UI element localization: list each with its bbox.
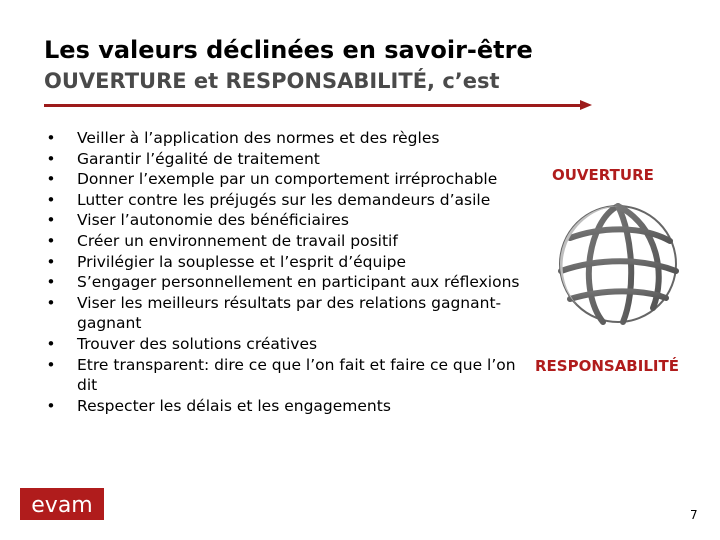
list-item-text: Viser l’autonomie des bénéficiaires — [77, 211, 349, 230]
list-item — [44, 190, 534, 211]
list-item-text: Etre transparent: dire ce que l’on fait et faire ce que l’on dit — [77, 355, 516, 395]
list-item-text: Privilégier la souplesse et l’esprit d’équipe — [77, 252, 407, 271]
list-item-text: Viser les meilleurs résultats par des relations gagnant-gagnant — [77, 293, 502, 333]
bullet-icon: • — [46, 149, 56, 168]
bullet-icon: • — [46, 190, 56, 209]
page-number: 7 — [690, 508, 698, 522]
list-item-text: Lutter contre les préjugés sur les demandeurs d’asile — [77, 190, 491, 209]
globe-icon — [548, 196, 688, 336]
list-item — [44, 128, 534, 149]
evam-logo — [20, 488, 104, 520]
list-item-text: Trouver des solutions créatives — [77, 334, 318, 353]
bullet-icon: • — [46, 273, 56, 292]
responsibility-label: RESPONSABILITÉ — [535, 357, 679, 375]
list-item — [44, 272, 534, 293]
list-item-text: Créer un environnement de travail positif — [77, 231, 398, 250]
bullet-icon: • — [46, 334, 56, 353]
bullet-icon: • — [46, 252, 56, 271]
list-item — [44, 231, 534, 252]
list-item — [44, 149, 534, 170]
list-item-text: Garantir l’égalité de traitement — [77, 149, 320, 168]
bullet-icon: • — [46, 170, 56, 189]
list-item — [44, 252, 534, 273]
arrowhead-icon — [580, 100, 592, 110]
list-item-text: Veiller à l’application des normes et des règles — [77, 129, 440, 147]
list-item — [44, 355, 534, 396]
slide-subtitle: OUVERTURE et RESPONSABILITÉ, c’est — [44, 69, 500, 93]
bullet-icon: • — [46, 396, 56, 415]
list-item — [44, 293, 534, 334]
title-underline — [44, 104, 584, 107]
list-item — [44, 210, 534, 231]
list-item — [44, 334, 534, 355]
list-item-text: Donner l’exemple par un comportement irréprochable — [77, 170, 498, 189]
bullet-icon: • — [46, 129, 56, 147]
list-item — [44, 396, 534, 417]
values-list — [44, 128, 534, 416]
openness-label: OUVERTURE — [552, 166, 654, 184]
list-item-text: Respecter les délais et les engagements — [77, 396, 391, 415]
list-item — [44, 169, 534, 190]
logo-text: evam — [31, 493, 93, 518]
bullet-icon: • — [46, 211, 56, 230]
list-item-text: S’engager personnellement en participant aux réflexions — [77, 273, 520, 292]
bullet-icon: • — [46, 293, 56, 312]
slide-title: Les valeurs déclinées en savoir-être — [44, 36, 533, 64]
bullet-icon: • — [46, 355, 56, 374]
bullet-icon: • — [46, 231, 56, 250]
